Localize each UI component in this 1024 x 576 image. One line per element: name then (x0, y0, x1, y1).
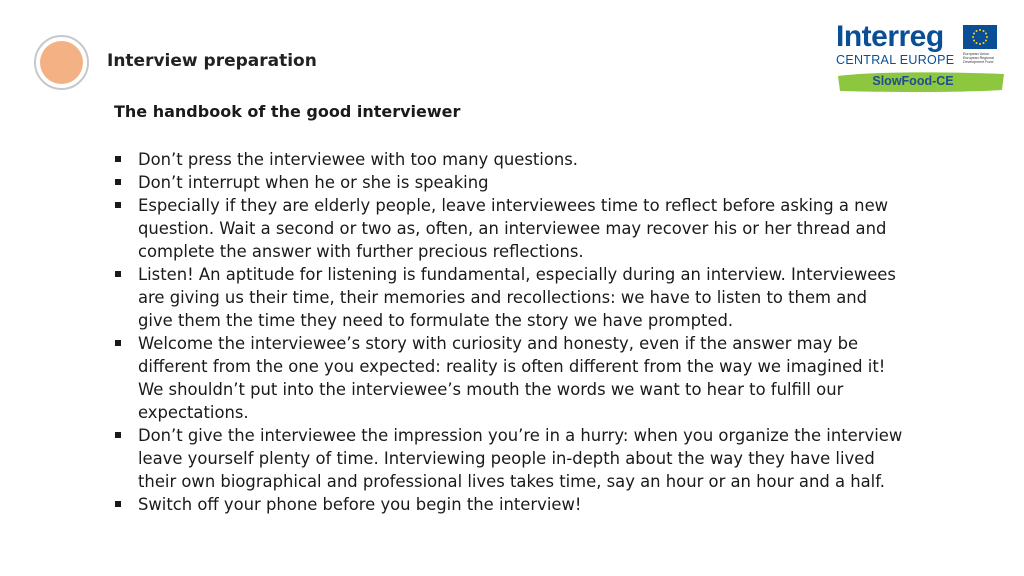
list-item (113, 263, 903, 332)
bullet-square-icon (115, 501, 121, 507)
list-item-text: Don’t press the interviewee with too many questions. (138, 150, 579, 169)
list-item (113, 171, 903, 194)
list-item (113, 493, 903, 516)
list-item (113, 194, 903, 263)
bullet-square-icon (115, 271, 121, 277)
accent-circle (34, 35, 89, 90)
eu-flag-icon (963, 25, 997, 49)
bullet-square-icon (115, 340, 121, 346)
logo-project: SlowFood-CE (872, 74, 954, 88)
logo-region: CENTRAL EUROPE (836, 53, 955, 67)
bullet-square-icon (115, 202, 121, 208)
list-item-text: Don’t give the interviewee the impression you’re in a hurry: when you organize the interview leave yourself plenty of time. Interviewing people in-depth about the way they have lived their own biographical and professional lives takes time, say an hour or an hour and a half. (138, 426, 903, 491)
bullet-square-icon (115, 432, 121, 438)
list-item (113, 424, 903, 493)
tips-list (113, 148, 903, 516)
list-item-text: Welcome the interviewee’s story with curiosity and honesty, even if the answer may be different from the one you expected: reality is often different from the way we imagined it! We shouldn’t put into the interviewee’s mouth the words we want to hear to fulfill our expectations. (138, 334, 886, 422)
eu-caption: European Union European Regional Development Fund (963, 52, 994, 64)
list-item-text: Listen! An aptitude for listening is fundamental, especially during an interview. Interviewees are giving us their time, their memories and recollections: we have to listen to them and give them the time they need to formulate the story we have prompted. (138, 265, 896, 330)
handbook-heading: The handbook of the good interviewer (114, 102, 461, 121)
list-item-text: Don’t interrupt when he or she is speaking (138, 173, 489, 192)
list-item (113, 148, 903, 171)
section-title: Interview preparation (107, 51, 317, 71)
list-item-text: Especially if they are elderly people, leave interviewees time to reflect before asking a new question. Wait a second or two as, often, an interviewee may recover his or her thread and complete the answer with further precious reflections. (138, 196, 889, 261)
interreg-logo (834, 20, 1000, 98)
bullet-square-icon (115, 156, 121, 162)
accent-circle-fill (40, 41, 83, 84)
list-item-text: Switch off your phone before you begin the interview! (138, 495, 582, 514)
list-item (113, 332, 903, 424)
logo-wordmark: Interreg (836, 20, 944, 53)
bullet-square-icon (115, 179, 121, 185)
